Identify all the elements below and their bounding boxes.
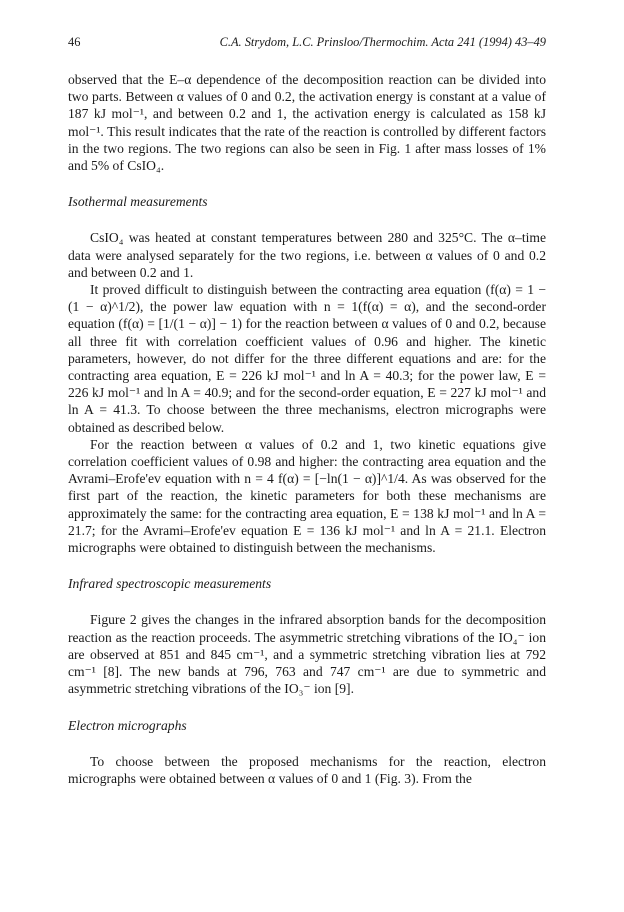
intro-paragraph: observed that the E–α dependence of the decomposition reaction can be divided into two parts. Between α values of 0 and 0.2, the activation energy is constant at a value of 187 kJ mol⁻¹, and between 0.2 and 1, the activation energy is calculated as 158 kJ mol⁻¹. This result indicates that the rate of the reaction is controlled by different factors in the two regions. The two regions can also be seen in Fig. 1 after mass losses of 1% and 5% of CsIO₄. (68, 72, 546, 174)
page-number: 46 (68, 35, 81, 49)
electron-paragraph: To choose between the proposed mechanisms for the reaction, electron micrographs were obtained between α values of 0 and 1 (Fig. 3). From the (68, 753, 546, 786)
isothermal-heading: Isothermal measurements (68, 194, 208, 210)
isothermal-paragraph-2: It proved difficult to distinguish between the contracting area equation (f(α) = 1 − (1 − α)^1/2), the power law equation with n = 1(f(α) = α), and the second-order equation (f(α) = [1/(1 − α)] − 1) for the reaction between α values of 0 and 0.2, because all three fit with correlation coefficient values of 0.96 and higher. The kinetic parameters, however, do not differ for the three different equations and are: for the contracting area equation, E = 226 kJ mol⁻¹ and ln A = 40.3; for the power law, E = 226 kJ mol⁻¹ and ln A = 40.9; and for the second-order equation, E = 227 kJ mol⁻¹ and ln A = 41.3. To choose between the three mechanisms, electron micrographs were obtained as described below. (68, 282, 546, 435)
isothermal-paragraph-3: For the reaction between α values of 0.2 and 1, two kinetic equations give correlation coefficient values of 0.98 and higher: the contracting area equation and the Avrami–Erofe'ev equation with n = 4 f(α) = [−ln(1 − α)]^1/4. As was observed for the first part of the reaction, the kinetic parameters for both these mechanisms are approximately the same: for the contracting area equation, E = 138 kJ mol⁻¹ and ln A = 21.7; for the Avrami–Erofe'ev equation E = 136 kJ mol⁻¹ and ln A = 21.1. Electron micrographs were obtained to distinguish between the mechanisms. (68, 436, 546, 556)
journal-citation: C.A. Strydom, L.C. Prinsloo/Thermochim. Acta 241 (1994) 43–49 (219, 35, 546, 49)
infrared-heading: Infrared spectroscopic measurements (68, 576, 272, 592)
running-header (68, 34, 546, 50)
infrared-paragraph: Figure 2 gives the changes in the infrared absorption bands for the decomposition reaction as the reaction proceeds. The asymmetric stretching vibrations of the IO₄⁻ ion are observed at 851 and 845 cm⁻¹, and a symmetric stretching vibration lies at 792 cm⁻¹ [8]. The new bands at 796, 763 and 747 cm⁻¹ are due to symmetric and asymmetric stretching vibrations of the IO₃⁻ ion [9]. (68, 612, 546, 697)
isothermal-paragraph-1: CsIO₄ was heated at constant temperatures between 280 and 325°C. The α–time data were analysed separately for the two regions, i.e. between α values of 0 and 0.2 and between 0.2 and 1. (68, 230, 546, 280)
electron-heading: Electron micrographs (68, 717, 187, 733)
